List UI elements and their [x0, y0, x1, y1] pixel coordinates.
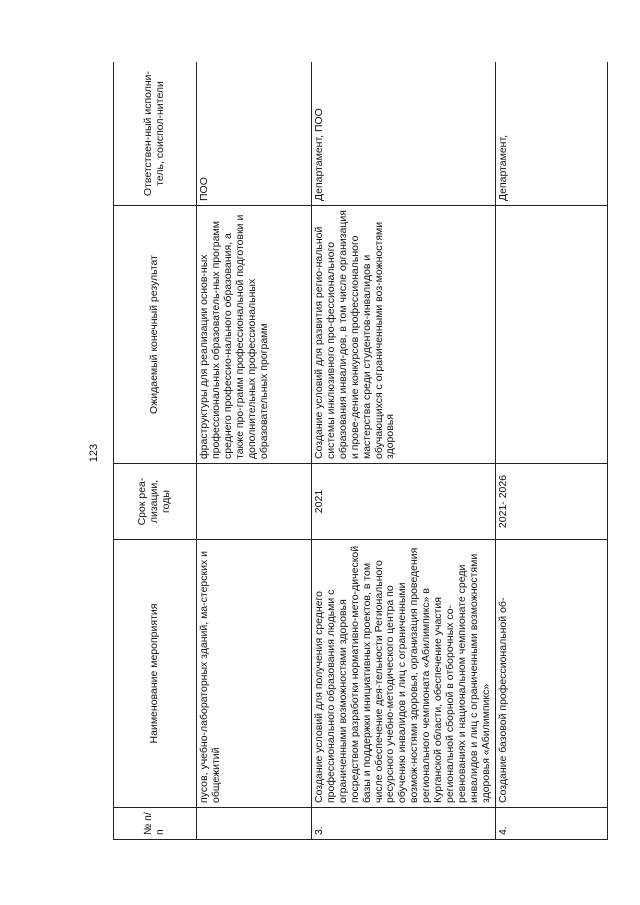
cell-num: 3. [312, 808, 496, 840]
cell-name: Создание условий для получения среднего профессионального образования людьми с ограниченными возможностями здоровья посредством разработки нормативно-мето-дической базы и поддержки инициативных проектов, в том числе обеспечение дея-тельности Регионального ресурсного учебно-методического центра по обучению инвалидов и лиц с ограниченными возмож-ностями здоровья, организация проведения регионального чемпионата «Абилимпикс» в Курганской области, обеспечение участия региональной сборной в отборочных со-ревнованиях и национальном чемпионате среди инвалидов и лиц с ограниченными возможностями здоровья «Абилимпикс» [312, 540, 496, 808]
cell-name: пусов, учебно-лабораторных зданий, ма-стерских и общежитий [197, 540, 312, 808]
cell-responsible: Департамент, ПОО [312, 62, 496, 206]
header-responsible: Ответствен-ный исполни-тель, соиспол-нители [114, 62, 197, 206]
page-number: 123 [88, 443, 100, 463]
cell-responsible: Департамент, [495, 62, 607, 206]
header-name: Наименование мероприятия [114, 540, 197, 808]
cell-term: 2021 [312, 464, 496, 540]
table-row [312, 62, 496, 840]
measures-table [113, 62, 608, 840]
cell-term: 2021- 2026 [495, 464, 607, 540]
table-wrapper [113, 62, 610, 840]
cell-num: 4. [495, 808, 607, 840]
cell-result: фраструктуры для реализации основ-ных профессиональных образователь-ных программ среднего профессио-нального образования, а также про-грамм профессиональной подготовки и дополнительных профессиональных образовательных программ [197, 206, 312, 464]
header-num: № п/п [114, 808, 197, 840]
rotated-page-content [113, 62, 610, 840]
header-result: Ожидаемый конечный результат [114, 206, 197, 464]
table-row [197, 62, 312, 840]
cell-result [495, 206, 607, 464]
table-row [495, 62, 607, 840]
cell-term [197, 464, 312, 540]
cell-name: Создание базовой профессиональной об- [495, 540, 607, 808]
cell-result: Создание условий для развития регио-нальной системы инклюзивного про-фессионального образования инвали-дов, в том числе организация и прове-дение конкурсов профессионального мастерства среди студентов-инвалидов и обучающихся с ограниченными воз-можностями здоровья [312, 206, 496, 464]
cell-responsible: ПОО [197, 62, 312, 206]
cell-num [197, 808, 312, 840]
header-term: Срок реа-лизации, годы [114, 464, 197, 540]
table-header-row [114, 62, 197, 840]
